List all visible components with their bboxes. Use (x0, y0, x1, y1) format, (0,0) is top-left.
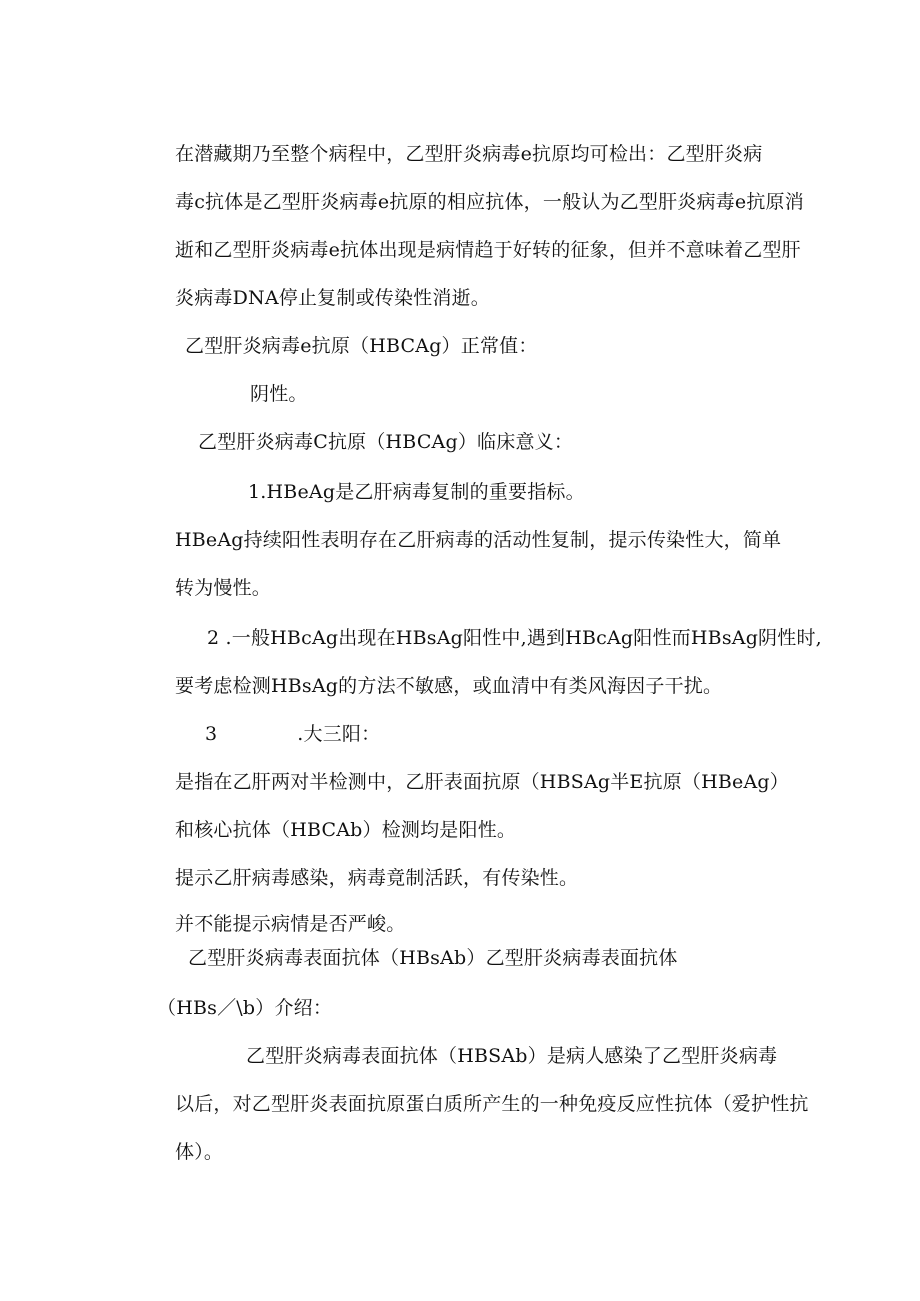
paragraph-1-line-4: 炎病毒DNA停止复制或传染性消逝。 (175, 287, 490, 309)
item-3-description-line-2: 和核心抗体（HBCAb）检测均是阳性。 (175, 819, 517, 841)
surface-antibody-paragraph-line-3: 体）。 (175, 1141, 224, 1163)
surface-antibody-heading-line-1: 乙型肝炎病毒表面抗体（HBsAb）乙型肝炎病毒表面抗体 (188, 947, 678, 969)
item-3-label: .大三阳： (297, 723, 381, 745)
normal-value-text: 阴性。 (250, 383, 308, 405)
surface-antibody-paragraph-line-2: 以后，对乙型肝炎表面抗原蛋白质所产生的一种免疫反应性抗体（爱护性抗 (175, 1093, 809, 1115)
paragraph-1-line-2: 毒c抗体是乙型肝炎病毒e抗原的相应抗体，一般认为乙型肝炎病毒e抗原消 (175, 191, 804, 213)
item-3-title (205, 722, 380, 746)
item-3-note-1: 提示乙肝病毒感染，病毒竟制活跃，有传染性。 (175, 867, 579, 889)
item-1-description-line-2: 转为慢性。 (175, 577, 272, 599)
item-2-line-1: 2 .一般HBcAg出现在HBsAg阳性中,遇到HBcAg阳性而HBsAg阴性时, (207, 627, 822, 649)
normal-value-heading: 乙型肝炎病毒e抗原（HBCAg）正常值： (185, 335, 538, 357)
item-2-line-2: 要考虑检测HBsAg的方法不敏感，或血清中有类风海因子干扰。 (175, 675, 723, 697)
item-3-note-2: 并不能提示病情是否严峻。 (175, 913, 406, 935)
surface-antibody-heading-line-2: （HBs／\b）介绍： (157, 997, 333, 1019)
item-1-title: 1.HBeAg是乙肝病毒复制的重要指标。 (248, 481, 585, 503)
paragraph-1-line-1: 在潜藏期乃至整个病程中，乙型肝炎病毒e抗原均可检出：乙型肝炎病 (175, 143, 763, 165)
surface-antibody-paragraph-line-1: 乙型肝炎病毒表面抗体（HBSAb）是病人感染了乙型肝炎病毒 (246, 1045, 778, 1067)
item-1-description-line-1: HBeAg持续阳性表明存在乙肝病毒的活动性复制，提示传染性大，简单 (175, 529, 782, 551)
paragraph-1-line-3: 逝和乙型肝炎病毒e抗体出现是病情趋于好转的征象，但并不意味着乙型肝 (175, 239, 801, 261)
item-3-number: 3 (205, 723, 218, 745)
item-3-description-line-1: 是指在乙肝两对半检测中，乙肝表面抗原（HBSAg半E抗原（HBeAg） (175, 771, 789, 793)
clinical-significance-heading: 乙型肝炎病毒C抗原（HBCAg）临床意义： (198, 431, 574, 453)
